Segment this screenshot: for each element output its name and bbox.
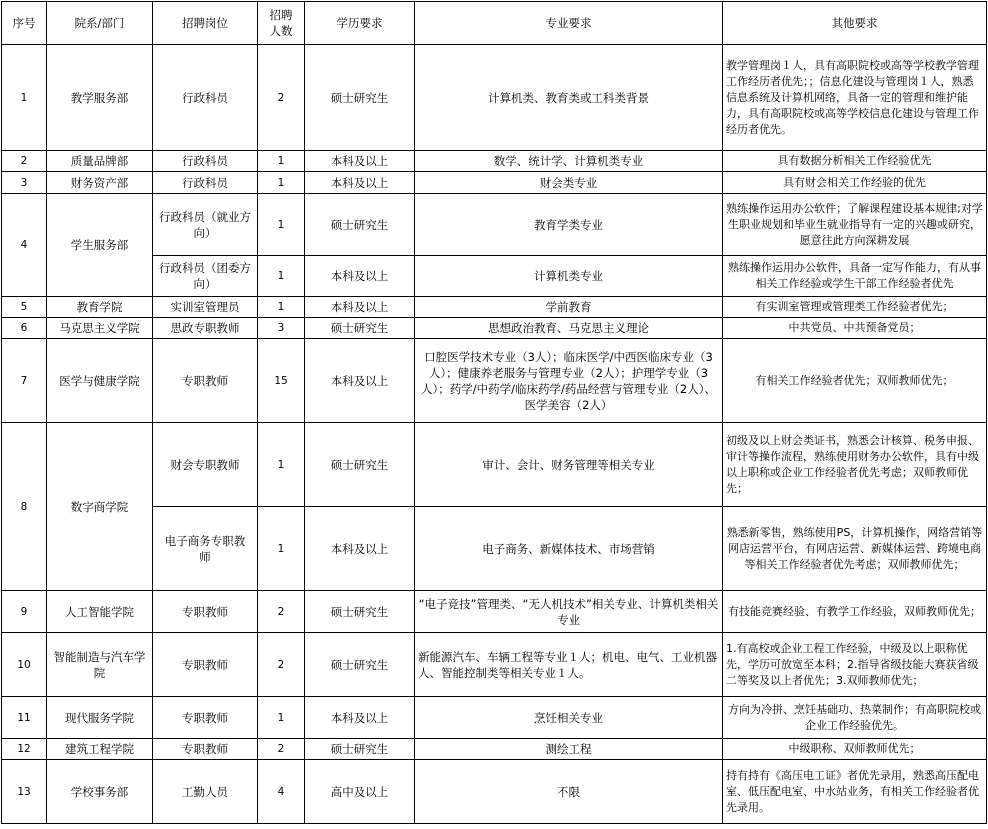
- edu-cell: 本科及以上: [305, 507, 415, 591]
- edu-cell: 高中及以上: [305, 760, 415, 824]
- position-cell: 专职教师: [153, 697, 258, 739]
- dept-cell: 数字商学院: [47, 423, 153, 591]
- major-cell: 计算机类专业: [415, 256, 723, 297]
- seq-cell: 3: [2, 172, 47, 194]
- position-cell: 行政科员（团委方向）: [153, 256, 258, 297]
- count-cell: 15: [258, 339, 305, 423]
- table-row: [2, 760, 987, 824]
- header-cell: 其他要求: [723, 2, 987, 45]
- other-cell: 有技能竞赛经验、有教学工作经验，双师教师优先；: [723, 591, 987, 633]
- other-cell: 具有财会相关工作经验的优先: [723, 172, 987, 194]
- seq-cell: 5: [2, 297, 47, 318]
- table-row: [2, 45, 987, 151]
- seq-cell: 1: [2, 45, 47, 151]
- table-row: [2, 151, 987, 172]
- edu-cell: 本科及以上: [305, 339, 415, 423]
- table-row: [2, 591, 987, 633]
- other-cell: 教学管理岗１人，具有高职院校或高等学校教学管理工作经历者优先；；信息化建设与管理岗１人，熟悉信息系统及计算机网络，具备一定的管理和维护能力，具有高职院校或高等学校信息化建设与管理工作经历者优先。: [723, 45, 987, 151]
- position-cell: 行政科员: [153, 45, 258, 151]
- seq-cell: 13: [2, 760, 47, 824]
- other-cell: 初级及以上财会类证书，熟悉会计核算、税务申报、审计等操作流程，熟练使用财务办公软件，具有中级以上职称或企业工作经验者优先考虑；双师教师优先；: [723, 423, 987, 507]
- seq-cell: 9: [2, 591, 47, 633]
- table-row: [2, 423, 987, 507]
- dept-cell: 学校事务部: [47, 760, 153, 824]
- dept-cell: 马克思主义学院: [47, 318, 153, 339]
- position-cell: 专职教师: [153, 633, 258, 697]
- position-cell: 专职教师: [153, 739, 258, 760]
- count-cell: 2: [258, 591, 305, 633]
- position-cell: 实训室管理员: [153, 297, 258, 318]
- edu-cell: 硕士研究生: [305, 194, 415, 256]
- table-row: [2, 739, 987, 760]
- major-cell: 数学、统计学、计算机类专业: [415, 151, 723, 172]
- position-cell: 行政科员: [153, 151, 258, 172]
- edu-cell: 本科及以上: [305, 151, 415, 172]
- header-cell: 序号: [2, 2, 47, 45]
- count-cell: 1: [258, 423, 305, 507]
- table-row: [2, 697, 987, 739]
- major-cell: “电子竞技”管理类、“无人机技术”相关专业、计算机类相关专业: [415, 591, 723, 633]
- table-row: [2, 318, 987, 339]
- seq-cell: 11: [2, 697, 47, 739]
- table-row: [2, 297, 987, 318]
- dept-cell: 财务资产部: [47, 172, 153, 194]
- major-cell: 烹饪相关专业: [415, 697, 723, 739]
- count-cell: 1: [258, 151, 305, 172]
- major-cell: 财会类专业: [415, 172, 723, 194]
- major-cell: 教育学类专业: [415, 194, 723, 256]
- other-cell: 中共党员、中共预备党员；: [723, 318, 987, 339]
- count-cell: 2: [258, 633, 305, 697]
- header-cell: 学历要求: [305, 2, 415, 45]
- major-cell: 新能源汽车、车辆工程等专业１人；机电、电气、工业机器人、智能控制类等相关专业１人。: [415, 633, 723, 697]
- dept-cell: 质量品牌部: [47, 151, 153, 172]
- other-cell: 熟练操作运用办公软件，具备一定写作能力，有从事相关工作经验或学生干部工作经验者优先: [723, 256, 987, 297]
- other-cell: 方向为冷拼、烹饪基础功、热菜制作；有高职院校或企业工作经验优先。: [723, 697, 987, 739]
- dept-cell: 人工智能学院: [47, 591, 153, 633]
- edu-cell: 本科及以上: [305, 172, 415, 194]
- edu-cell: 硕士研究生: [305, 739, 415, 760]
- position-cell: 思政专职教师: [153, 318, 258, 339]
- seq-cell: 10: [2, 633, 47, 697]
- position-cell: 财会专职教师: [153, 423, 258, 507]
- position-cell: 电子商务专职教师: [153, 507, 258, 591]
- count-cell: 2: [258, 739, 305, 760]
- header-row: [2, 2, 987, 45]
- other-cell: 有实训室管理或管理类工作经验者优先；: [723, 297, 987, 318]
- count-cell: 3: [258, 318, 305, 339]
- other-cell: 持有持有《高压电工证》者优先录用，熟悉高压配电室、低压配电室、中水站业务，有相关工作经验者优先录用。: [723, 760, 987, 824]
- other-cell: 1.有高校或企业工程工作经验，中级及以上职称优先，学历可放宽至本科；2.指导省级技能大赛获省级二等奖及以上者优先；3.双师教师优先；: [723, 633, 987, 697]
- other-cell: 熟练操作运用办公软件；了解课程建设基本规律;对学生职业规划和毕业生就业指导有一定的兴趣或研究，愿意往此方向深耕发展: [723, 194, 987, 256]
- dept-cell: 建筑工程学院: [47, 739, 153, 760]
- dept-cell: 医学与健康学院: [47, 339, 153, 423]
- other-cell: 有相关工作经验者优先；双师教师优先；: [723, 339, 987, 423]
- major-cell: 学前教育: [415, 297, 723, 318]
- seq-cell: 4: [2, 194, 47, 297]
- count-cell: 1: [258, 256, 305, 297]
- count-cell: 1: [258, 194, 305, 256]
- seq-cell: 8: [2, 423, 47, 591]
- dept-cell: 智能制造与汽车学院: [47, 633, 153, 697]
- edu-cell: 本科及以上: [305, 297, 415, 318]
- edu-cell: 硕士研究生: [305, 318, 415, 339]
- table-row: [2, 194, 987, 256]
- dept-cell: 现代服务学院: [47, 697, 153, 739]
- dept-cell: 教学服务部: [47, 45, 153, 151]
- position-cell: 工勤人员: [153, 760, 258, 824]
- count-cell: 1: [258, 297, 305, 318]
- table-row: [2, 633, 987, 697]
- major-cell: 测绘工程: [415, 739, 723, 760]
- position-cell: 专职教师: [153, 339, 258, 423]
- header-cell: 招聘岗位: [153, 2, 258, 45]
- position-cell: 专职教师: [153, 591, 258, 633]
- header-cell: 招聘人数: [258, 2, 305, 45]
- major-cell: 口腔医学技术专业（3人）；临床医学/中西医临床专业（3人）；健康养老服务与管理专业（2人）；护理学专业（3人）；药学/中药学/临床药学/药品经营与管理专业（2人）、医学美容（2人）: [415, 339, 723, 423]
- dept-cell: 学生服务部: [47, 194, 153, 297]
- table-row: [2, 339, 987, 423]
- major-cell: 电子商务、新媒体技术、市场营销: [415, 507, 723, 591]
- other-cell: 具有数据分析相关工作经验优先: [723, 151, 987, 172]
- major-cell: 计算机类、教育类或工科类背景: [415, 45, 723, 151]
- seq-cell: 12: [2, 739, 47, 760]
- major-cell: 思想政治教育、马克思主义理论: [415, 318, 723, 339]
- count-cell: 1: [258, 507, 305, 591]
- seq-cell: 2: [2, 151, 47, 172]
- edu-cell: 硕士研究生: [305, 591, 415, 633]
- edu-cell: 硕士研究生: [305, 633, 415, 697]
- other-cell: 熟悉新零售，熟练使用PS，计算机操作，网络营销等网店运营平台，有网店运营、新媒体运营、跨境电商等相关工作经验者优先考虑；双师教师优先；: [723, 507, 987, 591]
- seq-cell: 7: [2, 339, 47, 423]
- position-cell: 行政科员: [153, 172, 258, 194]
- table-row: [2, 172, 987, 194]
- count-cell: 1: [258, 697, 305, 739]
- edu-cell: 硕士研究生: [305, 423, 415, 507]
- recruitment-table: [1, 1, 987, 824]
- major-cell: 审计、会计、财务管理等相关专业: [415, 423, 723, 507]
- position-cell: 行政科员（就业方向）: [153, 194, 258, 256]
- edu-cell: 本科及以上: [305, 697, 415, 739]
- dept-cell: 教育学院: [47, 297, 153, 318]
- major-cell: 不限: [415, 760, 723, 824]
- count-cell: 4: [258, 760, 305, 824]
- header-cell: 专业要求: [415, 2, 723, 45]
- other-cell: 中级职称、双师教师优先；: [723, 739, 987, 760]
- count-cell: 1: [258, 172, 305, 194]
- edu-cell: 硕士研究生: [305, 45, 415, 151]
- header-cell: 院系/部门: [47, 2, 153, 45]
- edu-cell: 本科及以上: [305, 256, 415, 297]
- seq-cell: 6: [2, 318, 47, 339]
- count-cell: 2: [258, 45, 305, 151]
